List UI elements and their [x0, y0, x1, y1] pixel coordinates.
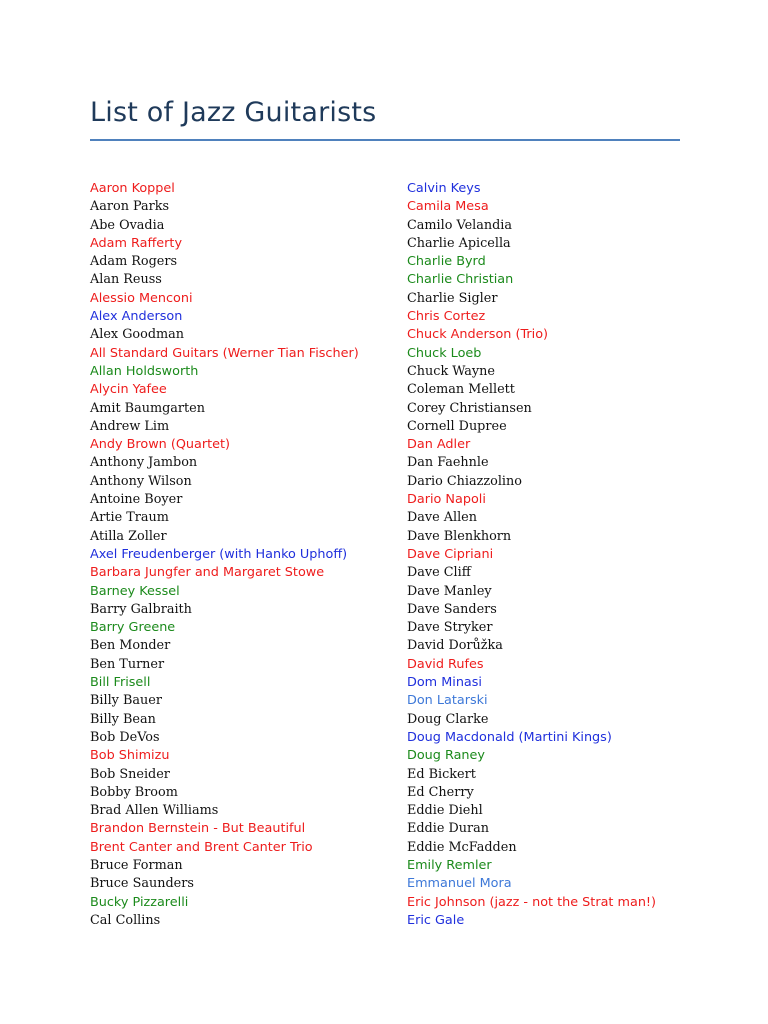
guitarist-list-item: Bob DeVos	[90, 729, 160, 745]
guitarist-list-item: Bruce Saunders	[90, 876, 194, 892]
guitarist-list-item: Brad Allen Williams	[90, 803, 219, 819]
guitarist-list-item: Dave Manley	[407, 583, 492, 599]
guitarist-list-item: Amit Baumgarten	[90, 400, 205, 416]
guitarist-list-item[interactable]: Allan Holdsworth	[90, 363, 199, 379]
guitarist-list-item[interactable]: Emmanuel Mora	[407, 876, 512, 892]
guitarist-list-item: Artie Traum	[90, 510, 169, 526]
guitarist-list-item[interactable]: Dario Napoli	[407, 492, 486, 508]
title-underline	[90, 139, 680, 141]
guitarist-list-item: Doug Clarke	[407, 711, 489, 727]
guitarist-list-item[interactable]: Charlie Christian	[407, 272, 514, 288]
guitarist-list-item: Dave Allen	[407, 510, 478, 526]
guitarist-list-item: Cal Collins	[90, 912, 161, 928]
guitarist-list-item[interactable]: Camila Mesa	[407, 199, 489, 215]
guitarist-list-item[interactable]: Axel Freudenberger (with Hanko Uphoff)	[90, 546, 348, 562]
guitarist-list-item[interactable]: Dan Adler	[407, 437, 471, 453]
page-title: List of Jazz Guitarists	[90, 97, 377, 128]
guitarist-list-item: Charlie Sigler	[407, 290, 498, 306]
guitarist-list-item[interactable]: Alessio Menconi	[90, 290, 193, 306]
guitarist-list-item: Alex Goodman	[90, 327, 185, 343]
guitarist-list-item[interactable]: Chris Cortez	[407, 309, 486, 325]
guitarist-list-item[interactable]: Chuck Anderson (Trio)	[407, 327, 549, 343]
guitarist-list-item: Barry Galbraith	[90, 601, 192, 617]
guitarist-list-item[interactable]: Don Latarski	[407, 693, 488, 709]
guitarist-list-item: Abe Ovadia	[90, 217, 165, 233]
guitarist-list-item: Chuck Wayne	[407, 363, 495, 379]
guitarist-list-item: Eddie Duran	[407, 821, 489, 837]
guitarist-list-item: Corey Christiansen	[407, 400, 532, 416]
guitarist-list-item[interactable]: Alex Anderson	[90, 309, 183, 325]
guitarist-list-item: Eddie McFadden	[407, 839, 517, 855]
guitarist-list-item[interactable]: Adam Rafferty	[90, 235, 183, 251]
guitarist-list-item: Ed Bickert	[407, 766, 476, 782]
guitarist-list-item: Anthony Wilson	[90, 473, 192, 489]
guitarist-list-item[interactable]: Bob Shimizu	[90, 748, 170, 764]
guitarist-list-item[interactable]: Calvin Keys	[407, 181, 481, 196]
guitarist-list-item: Coleman Mellett	[407, 382, 515, 398]
guitarist-list-item[interactable]: Dave Cipriani	[407, 546, 494, 562]
guitarist-list-item[interactable]: All Standard Guitars (Werner Tian Fischer)	[90, 345, 359, 361]
guitarist-list-item[interactable]: Barney Kessel	[90, 583, 180, 599]
guitarist-list-item: Bruce Forman	[90, 857, 183, 873]
guitarist-list-item[interactable]: Barbara Jungfer and Margaret Stowe	[90, 565, 325, 581]
guitarist-list-item: Aaron Parks	[90, 199, 170, 215]
guitarist-list-item: Bob Sneider	[90, 766, 170, 782]
guitarist-list-item[interactable]: Bill Frisell	[90, 675, 151, 691]
guitarist-list-item: Atilla Zoller	[90, 528, 167, 544]
guitarist-list-item: Dario Chiazzolino	[407, 473, 522, 489]
guitarist-list-item[interactable]: Aaron Koppel	[90, 181, 175, 196]
guitarist-list-item: Andrew Lim	[90, 418, 170, 434]
guitarist-list-item: Eddie Diehl	[407, 803, 483, 819]
guitarist-list-item[interactable]: Dom Minasi	[407, 675, 482, 691]
guitarist-list-item: Billy Bauer	[90, 693, 162, 709]
guitarist-list-item[interactable]: Bucky Pizzarelli	[90, 894, 189, 910]
guitarist-list-item: Antoine Boyer	[90, 492, 183, 508]
guitarist-list-item[interactable]: Alycin Yafee	[90, 382, 167, 398]
guitarist-list-item[interactable]: Charlie Byrd	[407, 254, 486, 270]
guitarist-list-item: Ben Monder	[90, 638, 171, 654]
guitarist-list-item: Ed Cherry	[407, 784, 474, 800]
guitarist-list-item: Dave Sanders	[407, 601, 497, 617]
guitarist-list-item: David Dorůžka	[407, 638, 503, 654]
guitarist-list-item[interactable]: Barry Greene	[90, 620, 176, 636]
guitarist-list-left-column	[90, 180, 359, 930]
guitarist-list-item[interactable]: Eric Johnson (jazz - not the Strat man!)	[407, 894, 657, 910]
guitarist-list-item: Cornell Dupree	[407, 418, 507, 434]
guitarist-list-item: Dave Stryker	[407, 620, 493, 636]
guitarist-list-item[interactable]: Andy Brown (Quartet)	[90, 437, 231, 453]
guitarist-list-item: Dave Cliff	[407, 565, 471, 581]
guitarist-list-item: Adam Rogers	[90, 254, 178, 270]
guitarist-list-right-column	[407, 180, 656, 930]
guitarist-list-item[interactable]: Doug Macdonald (Martini Kings)	[407, 729, 612, 745]
guitarist-list-item: Ben Turner	[90, 656, 165, 672]
guitarist-list-item[interactable]: Eric Gale	[407, 912, 465, 928]
guitarist-list-item: Bobby Broom	[90, 784, 178, 800]
guitarist-list-item: Charlie Apicella	[407, 235, 511, 251]
guitarist-list-item[interactable]: Emily Remler	[407, 857, 492, 873]
guitarist-list-item: Camilo Velandia	[407, 217, 513, 233]
guitarist-list-item: Dan Faehnle	[407, 455, 489, 471]
guitarist-list-item[interactable]: Chuck Loeb	[407, 345, 482, 361]
guitarist-list-item[interactable]: Brent Canter and Brent Canter Trio	[90, 839, 313, 855]
guitarist-list-item: Anthony Jambon	[90, 455, 198, 471]
guitarist-list-item[interactable]: Doug Raney	[407, 748, 485, 764]
guitarist-list-item: Dave Blenkhorn	[407, 528, 512, 544]
guitarist-list-item[interactable]: Brandon Bernstein - But Beautiful	[90, 821, 306, 837]
guitarist-list-item[interactable]: David Rufes	[407, 656, 484, 672]
guitarist-list-item: Billy Bean	[90, 711, 156, 727]
guitarist-list-item: Alan Reuss	[90, 272, 162, 288]
